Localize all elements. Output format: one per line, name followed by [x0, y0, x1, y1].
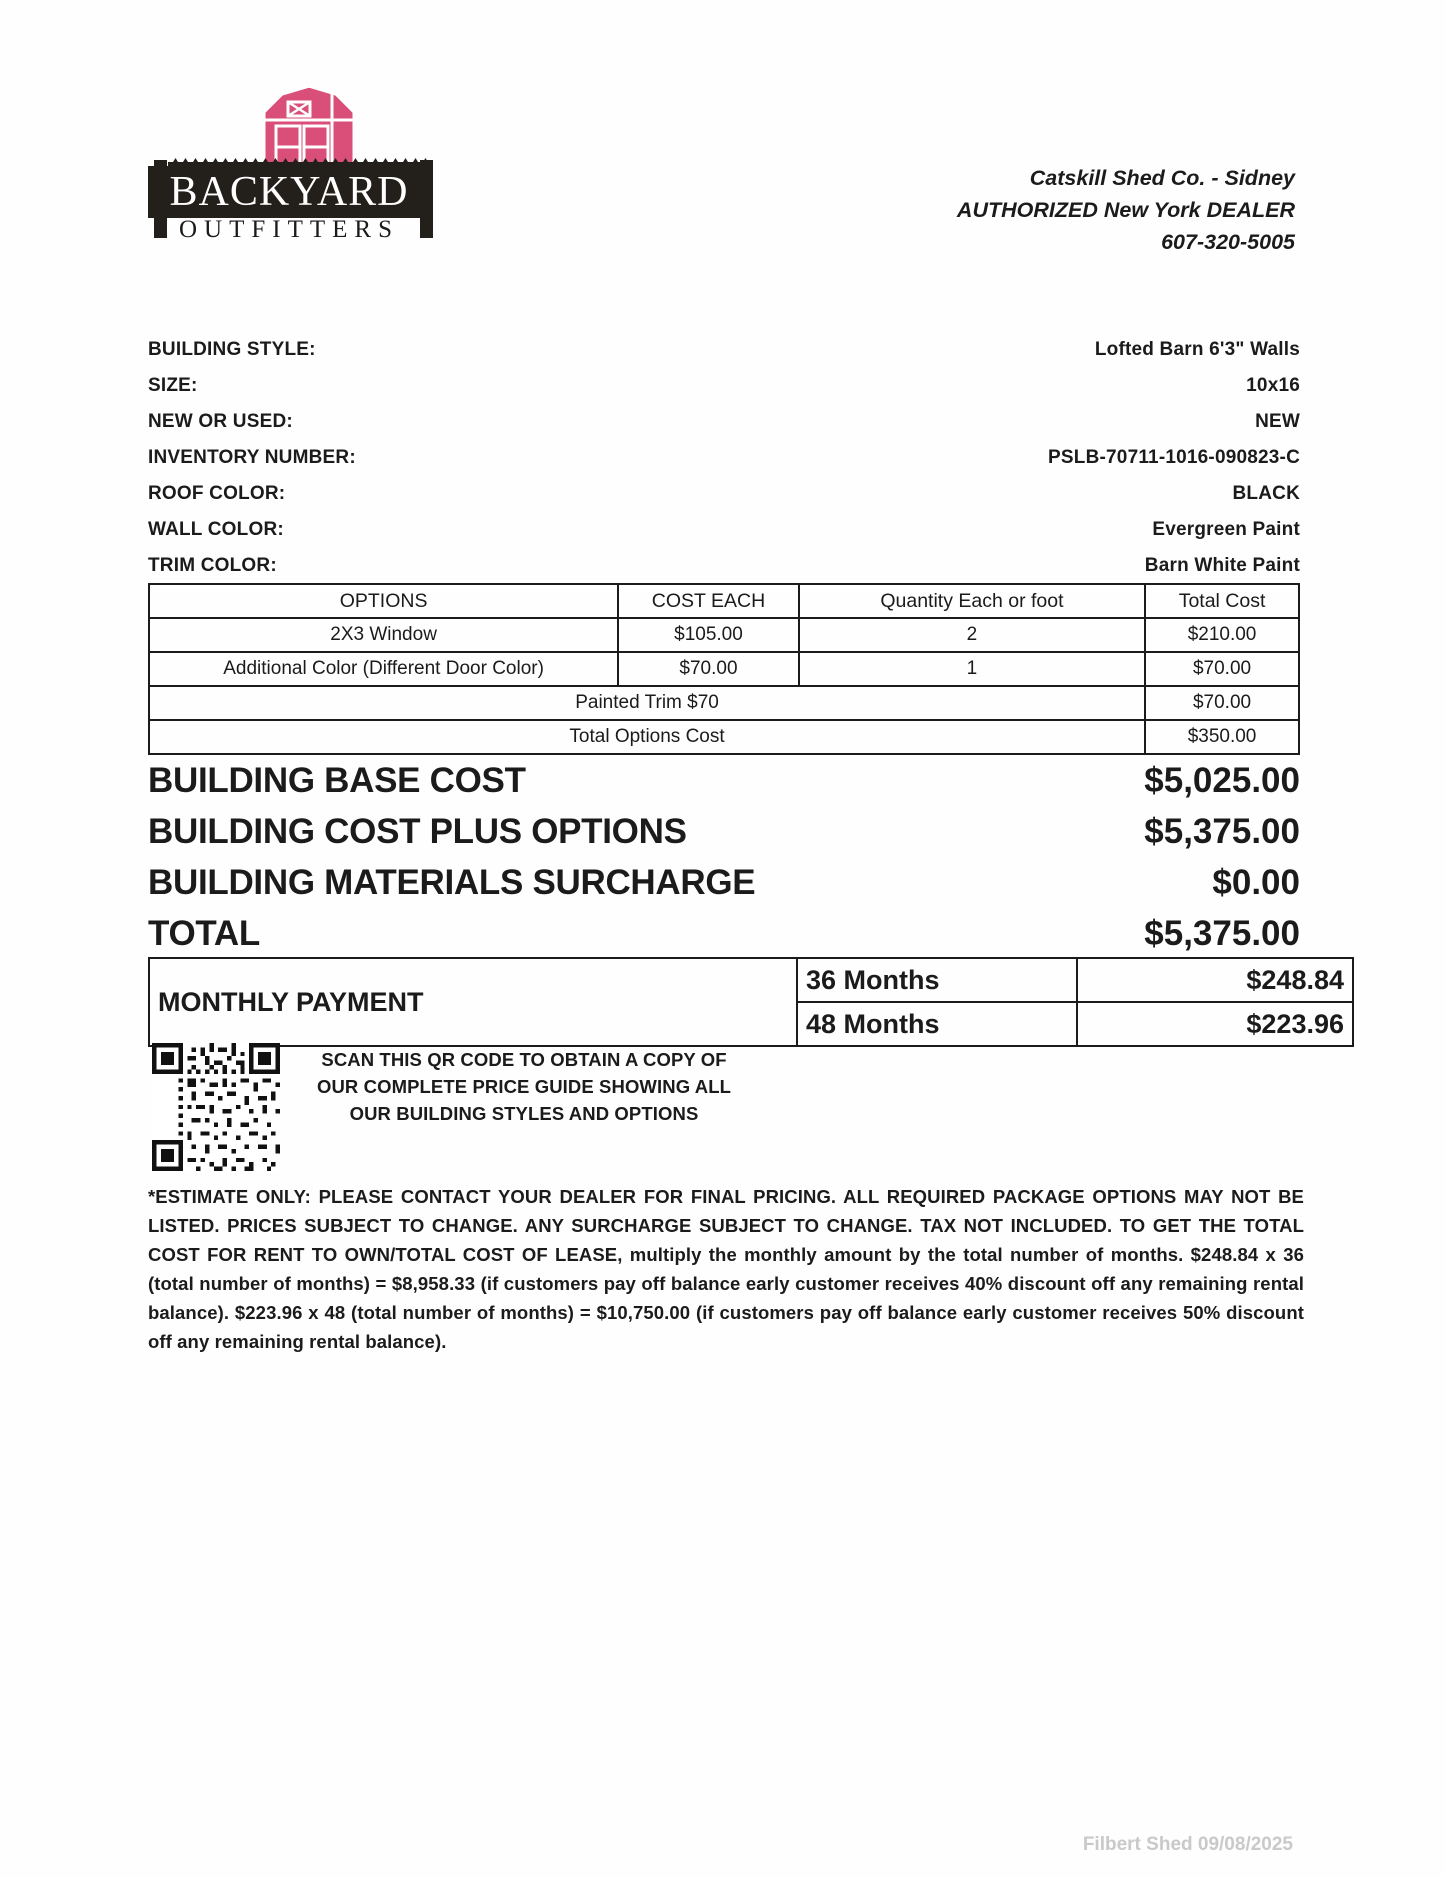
spec-value: PSLB-70711-1016-090823-C [1048, 447, 1300, 468]
cell-option: Additional Color (Different Door Color) [149, 652, 618, 686]
spec-value: Lofted Barn 6'3" Walls [1094, 339, 1300, 360]
document-header [0, 0, 1445, 300]
table-row [149, 652, 1299, 686]
document-footer: Filbert Shed 09/08/2025 [1082, 1834, 1293, 1855]
logo-subtitle: OUTFITTERS [179, 216, 399, 243]
spec-value: NEW [1255, 411, 1300, 432]
spec-row-building-style [148, 332, 1300, 368]
qr-section [152, 1043, 752, 1173]
total-label: BUILDING COST PLUS OPTIONS [148, 812, 687, 851]
total-row-building-base-cost [148, 755, 1300, 806]
table-row [149, 618, 1299, 652]
total-row-building-cost-plus-options [148, 806, 1300, 857]
dealer-info [957, 162, 1295, 258]
dealer-phone: 607-320-5005 [1161, 230, 1295, 254]
qr-line-3: OUR BUILDING STYLES AND OPTIONS [349, 1103, 699, 1124]
qr-line-1: SCAN THIS QR CODE TO OBTAIN A COPY OF [321, 1049, 727, 1070]
spec-label: WALL COLOR: [148, 519, 284, 540]
dealer-name: Catskill Shed Co. - Sidney [1029, 166, 1295, 190]
cell-quantity: 2 [799, 618, 1145, 652]
cell-cost-each: $105.00 [618, 618, 799, 652]
spec-label: TRIM COLOR: [148, 555, 277, 576]
logo-wordmark: BACKYARD [169, 169, 409, 215]
spec-label: NEW OR USED: [148, 411, 293, 432]
disclaimer-text: *ESTIMATE ONLY: PLEASE CONTACT YOUR DEALER FOR FINAL PRICING. ALL REQUIRED PACKAGE OPTIONS MAY NOT BE LISTED. PRICES SUBJECT TO CHANGE. ANY SURCHARGE SUBJECT TO CHANGE. TAX NOT INCLUDED. TO GET THE TOTAL COST FOR RENT TO OWN/TOTAL COST OF LEASE, multiply the monthly amount by the total number of months. $248.84 x 36 (total number of months) = $8,958.33 (if customers pay off balance early customer receives 40% discount off any remaining rental balance). $223.96 x 48 (total number of months) = $10,750.00 (if customers pay off balance early customer receives 50% discount off any remaining rental balance). [148, 1186, 1304, 1352]
payment-term: 48 Months [797, 1002, 1077, 1046]
cell-option-span: Painted Trim $70 [149, 686, 1145, 720]
payment-row-36-months [149, 958, 1353, 1002]
total-label: BUILDING MATERIALS SURCHARGE [148, 863, 756, 902]
payment-term: 36 Months [797, 958, 1077, 1002]
monthly-payment-label: MONTHLY PAYMENT [149, 958, 797, 1046]
qr-code-icon[interactable] [152, 1043, 280, 1171]
spec-label: BUILDING STYLE: [148, 339, 316, 360]
spec-value: BLACK [1232, 483, 1300, 504]
cell-option: 2X3 Window [149, 618, 618, 652]
header-quantity: Quantity Each or foot [799, 584, 1145, 618]
payment-amount: $248.84 [1077, 958, 1353, 1002]
total-value: $5,375.00 [1144, 812, 1300, 851]
total-label: BUILDING BASE COST [148, 761, 526, 800]
total-row-total [148, 908, 1300, 959]
spec-row-inventory-number [148, 440, 1300, 476]
cell-total: $70.00 [1145, 652, 1299, 686]
spec-row-roof-color [148, 476, 1300, 512]
table-row-span [149, 686, 1299, 720]
cell-total-options-value: $350.00 [1145, 720, 1299, 754]
header-total-cost: Total Cost [1145, 584, 1299, 618]
monthly-payment-table [148, 957, 1354, 1047]
qr-instructions [304, 1046, 744, 1127]
total-row-building-materials-surcharge [148, 857, 1300, 908]
spec-value: Barn White Paint [1144, 555, 1300, 576]
building-specs [148, 332, 1300, 584]
total-value: $0.00 [1212, 863, 1300, 902]
spec-row-new-or-used [148, 404, 1300, 440]
payment-amount: $223.96 [1077, 1002, 1353, 1046]
spec-label: INVENTORY NUMBER: [148, 447, 356, 468]
spec-value: 10x16 [1246, 375, 1300, 396]
spec-value: Evergreen Paint [1152, 519, 1300, 540]
spec-row-size [148, 368, 1300, 404]
total-label: TOTAL [148, 914, 260, 953]
total-value: $5,025.00 [1144, 761, 1300, 800]
table-row-total [149, 720, 1299, 754]
qr-line-2: OUR COMPLETE PRICE GUIDE SHOWING ALL [316, 1076, 732, 1097]
dealer-authorization: AUTHORIZED New York DEALER [956, 198, 1295, 222]
cost-summary [148, 755, 1300, 959]
total-value: $5,375.00 [1144, 914, 1300, 953]
spec-row-trim-color [148, 548, 1300, 584]
company-logo [148, 82, 438, 250]
cell-total-options-label: Total Options Cost [149, 720, 1145, 754]
header-cost-each: COST EACH [618, 584, 799, 618]
cell-total: $70.00 [1145, 686, 1299, 720]
cell-quantity: 1 [799, 652, 1145, 686]
header-options: OPTIONS [149, 584, 618, 618]
cell-total: $210.00 [1145, 618, 1299, 652]
table-header-row [149, 584, 1299, 618]
spec-label: SIZE: [148, 375, 198, 396]
spec-label: ROOF COLOR: [148, 483, 286, 504]
options-table [148, 583, 1300, 755]
spec-row-wall-color [148, 512, 1300, 548]
cell-cost-each: $70.00 [618, 652, 799, 686]
